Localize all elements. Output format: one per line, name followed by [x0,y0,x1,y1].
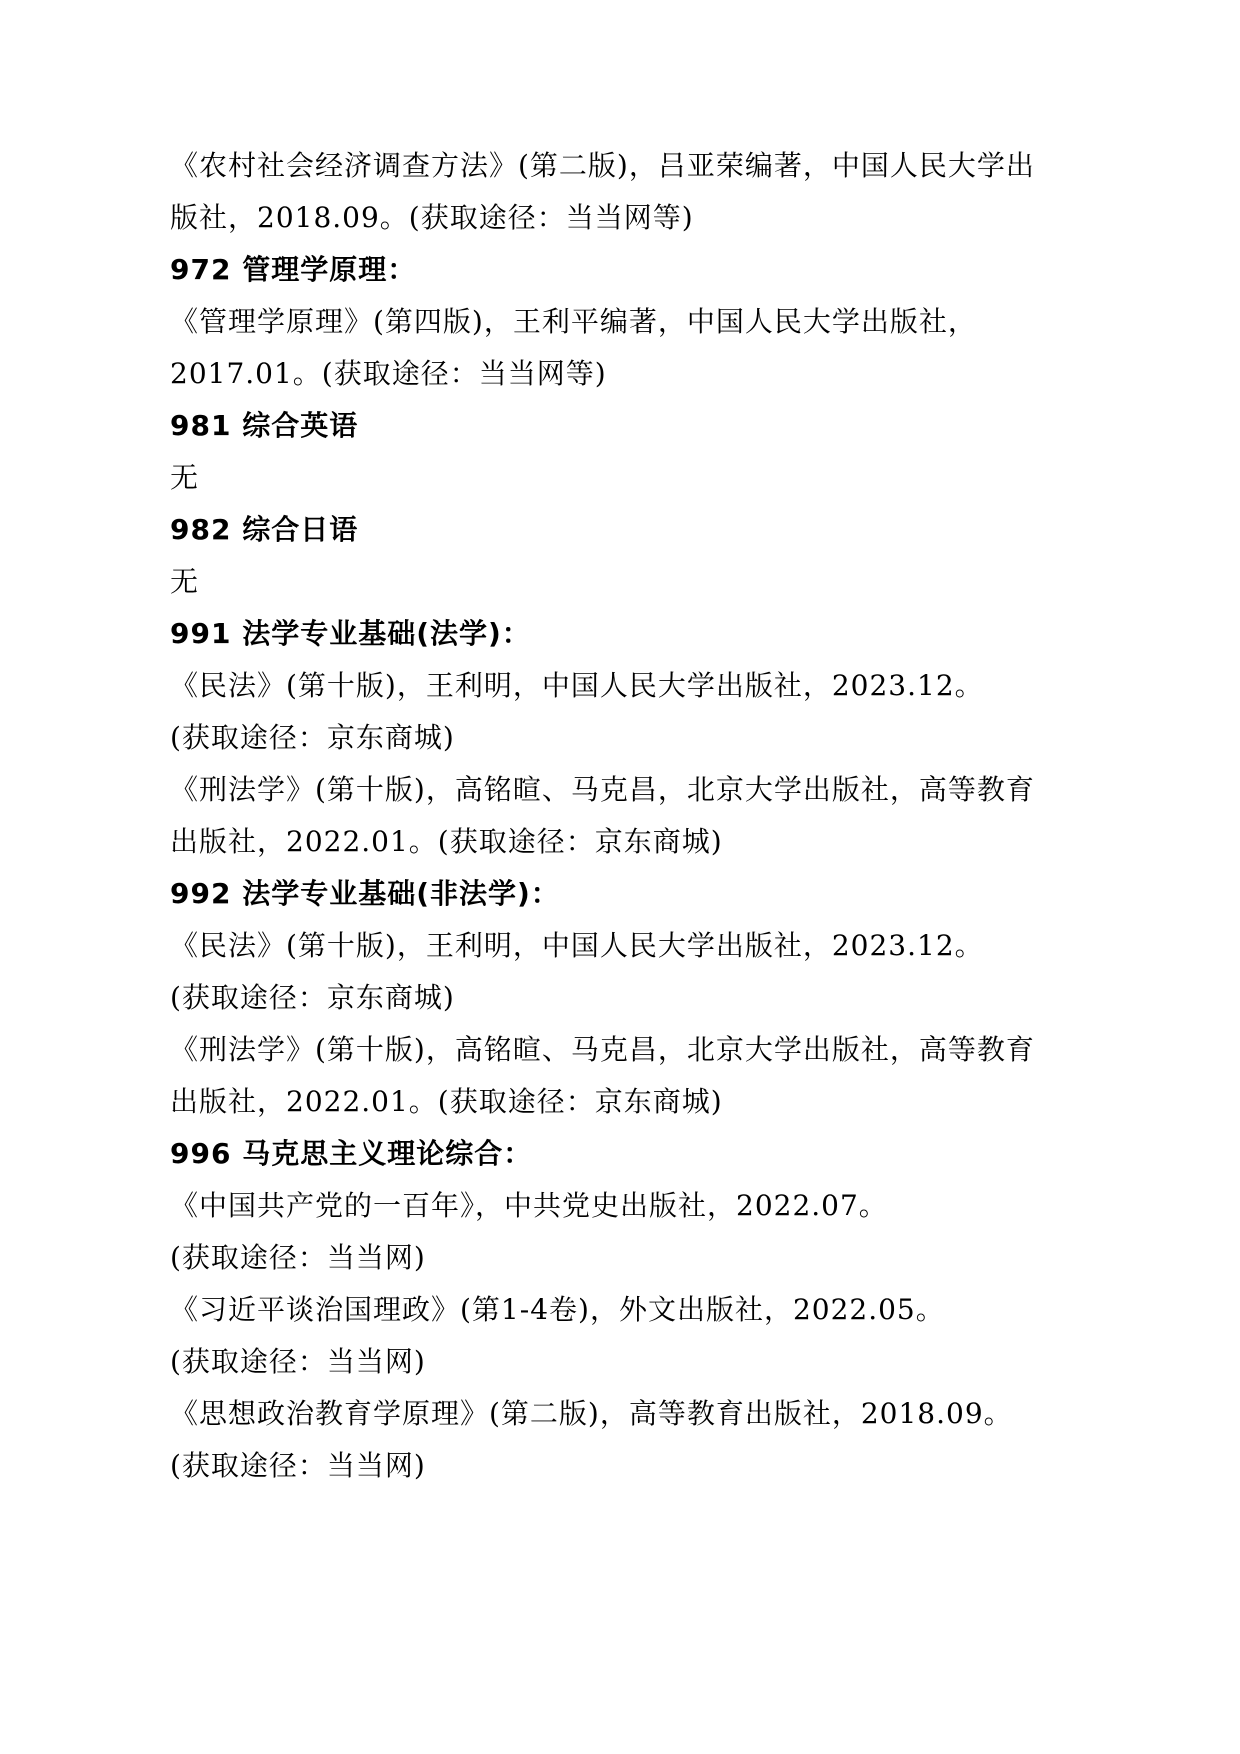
reference-line: 2017.01。(获取途径：当当网等) [170,357,607,390]
section-heading-991: 991 法学专业基础(法学)： [170,617,531,650]
reference-line: (获取途径：当当网) [170,1241,426,1274]
reference-line: 无 [170,461,200,494]
section-heading-992: 992 法学专业基础(非法学)： [170,877,560,910]
reference-line: 《民法》(第十版)，王利明，中国人民大学出版社，2023.12。 [170,669,984,702]
reference-line: 《刑法学》(第十版)，高铭暄、马克昌，北京大学出版社，高等教育 [170,773,1035,806]
reference-line: (获取途径：京东商城) [170,721,455,754]
section-heading-981: 981 综合英语 [170,409,359,442]
reference-line: 出版社，2022.01。(获取途径：京东商城) [170,1085,723,1118]
reference-line: 《民法》(第十版)，王利明，中国人民大学出版社，2023.12。 [170,929,984,962]
reference-line: 《思想政治教育学原理》(第二版)，高等教育出版社，2018.09。 [170,1397,1013,1430]
section-heading-982: 982 综合日语 [170,513,359,546]
section-heading-996: 996 马克思主义理论综合： [170,1137,533,1170]
section-heading-972: 972 管理学原理： [170,253,417,286]
reference-line: 《中国共产党的一百年》，中共党史出版社，2022.07。 [170,1189,888,1222]
reference-line: 《刑法学》(第十版)，高铭暄、马克昌，北京大学出版社，高等教育 [170,1033,1035,1066]
reference-line: 出版社，2022.01。(获取途径：京东商城) [170,825,723,858]
reference-line: (获取途径：当当网) [170,1345,426,1378]
reference-line: 版社，2018.09。(获取途径：当当网等) [170,201,694,234]
reference-line: (获取途径：京东商城) [170,981,455,1014]
reference-line: 无 [170,565,200,598]
reference-line: 《习近平谈治国理政》(第1-4卷)，外文出版社，2022.05。 [170,1293,945,1326]
reference-line: (获取途径：当当网) [170,1449,426,1482]
reference-line: 《农村社会经济调查方法》(第二版)，吕亚荣编著，中国人民大学出 [170,149,1035,182]
reference-line: 《管理学原理》(第四版)，王利平编著，中国人民大学出版社， [170,305,977,338]
document-page [170,140,1070,1492]
